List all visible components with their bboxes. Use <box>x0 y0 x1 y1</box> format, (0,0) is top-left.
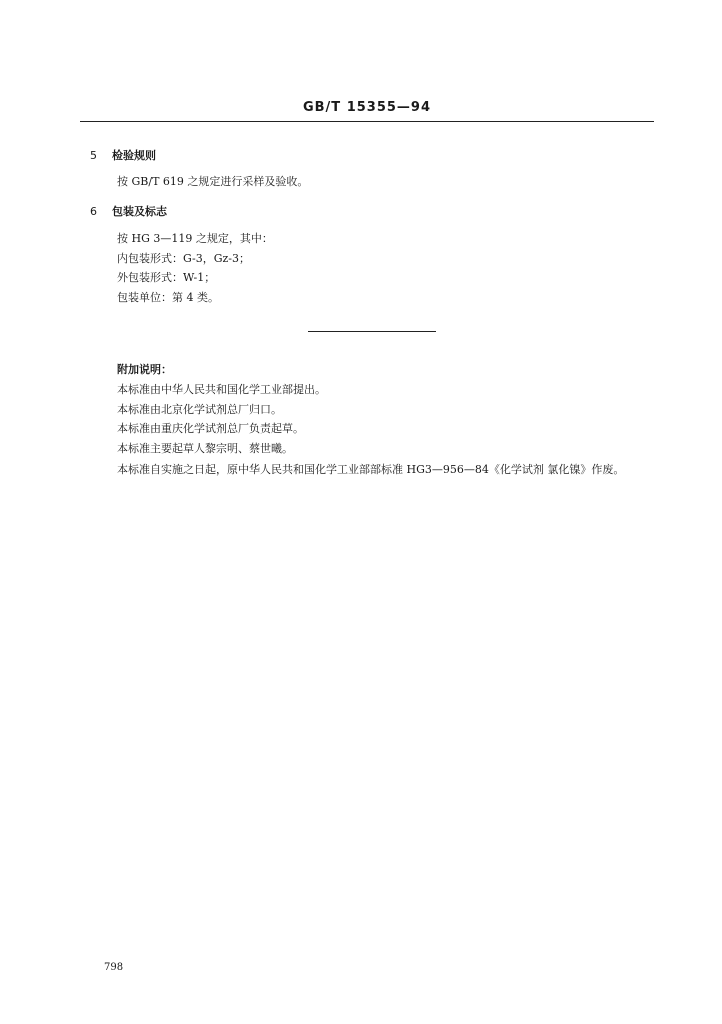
page-number: 798 <box>104 962 124 973</box>
section-6-heading <box>90 203 167 219</box>
separator-rule <box>308 331 436 332</box>
notes-line-3: 本标准由重庆化学试剂总厂负责起草。 <box>117 422 304 435</box>
section-5-line: 按 GB/T 619 之规定进行采样及验收。 <box>117 175 309 188</box>
section-6-line-1: 按 HG 3—119 之规定，其中： <box>117 232 273 245</box>
section-6-line-2: 内包装形式：G-3，Gz-3； <box>117 252 251 265</box>
section-title: 检验规则 <box>112 149 156 162</box>
section-6-line-3: 外包装形式：W-1； <box>117 271 216 284</box>
section-5-heading <box>90 147 156 163</box>
notes-title: 附加说明： <box>117 363 172 376</box>
section-title: 包装及标志 <box>112 205 167 218</box>
notes-line-1: 本标准由中华人民共和国化学工业部提出。 <box>117 383 326 396</box>
section-number: 6 <box>90 205 97 218</box>
notes-line-5: 本标准自实施之日起，原中华人民共和国化学工业部部标准 HG3—956—84《化学试剂 氯化镍》作废。 <box>117 463 625 476</box>
page-header: GB/T 15355—94 <box>302 100 432 115</box>
notes-line-4: 本标准主要起草人黎宗明、蔡世曦。 <box>117 442 293 455</box>
header-rule <box>80 121 654 122</box>
section-6-line-4: 包装单位：第 4 类。 <box>117 291 219 304</box>
notes-line-2: 本标准由北京化学试剂总厂归口。 <box>117 403 282 416</box>
section-number: 5 <box>90 149 97 162</box>
